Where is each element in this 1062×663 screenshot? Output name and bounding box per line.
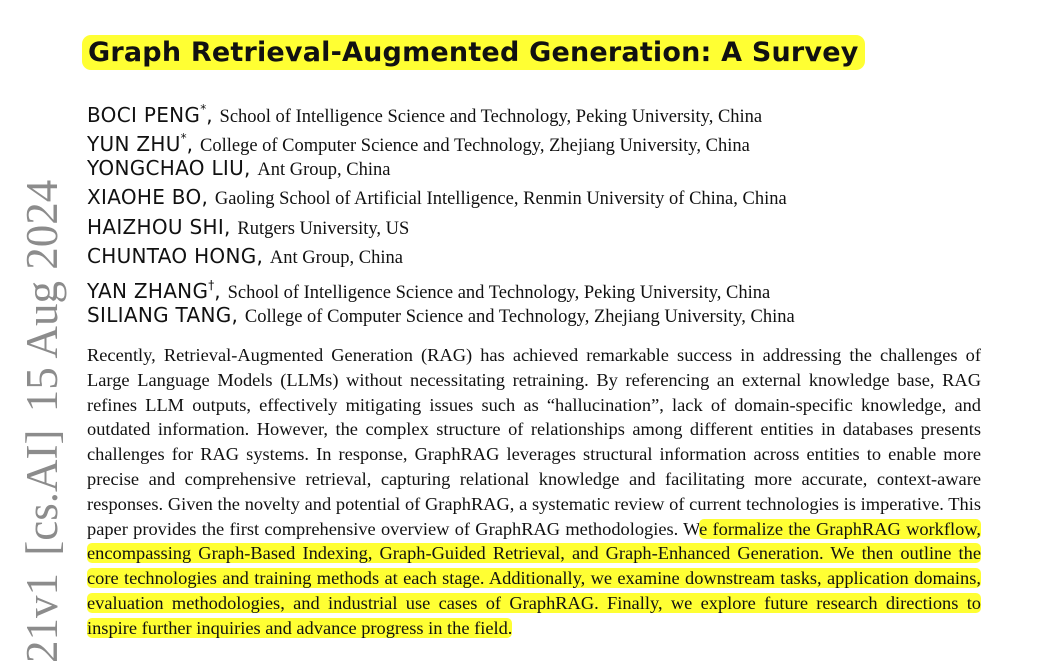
author-separator: , [186, 132, 200, 157]
abstract-text: Recently, Retrieval-Augmented Generation (RAG) has achieved remarkable success in addressing the challenges of Large Language Models (LLMs) without necessitating retraining. By referencing an external knowledge base, RAG refines LLM outputs, effectively mitigating issues such as “hallucination”, lack of domain-specific knowledge, and outdated information. However, the complex structure of relationships among different entities in databases presents challenges for RAG systems. In response, GraphRAG leverages structural information across entities to enable more precise and comprehensive retrieval, capturing relational knowledge and facilitating more accurate, context-aware responses. Given the novelty and potential of GraphRAG, a systematic review of current technologies is imperative. This paper provides the first comprehensive overview of GraphRAG methodologies. W [87, 345, 981, 539]
author-separator: , [224, 214, 238, 239]
abstract-highlighted-text: e formalize the GraphRAG workflow, encompassing Graph-Based Indexing, Graph-Guided Retrieval, and Graph-Enhanced Generation. We then outline the core technologies and training methods at each stage. Additionally, we examine downstream tasks, application domains, evaluation methodologies, and industrial use cases of GraphRAG. Finally, we explore future research directions to inspire further inquiries and advance progress in the field. [87, 518, 981, 638]
author-affiliation: Ant Group, China [257, 159, 391, 180]
arxiv-category: [cs.AI] [17, 429, 67, 556]
author-name: YAN ZHANG [87, 279, 209, 304]
author-separator: , [201, 185, 215, 210]
author-list [87, 95, 987, 330]
author-affiliation: College of Computer Science and Technology, Zhejiang University, China [244, 306, 795, 327]
author-name: XIAOHE BO [87, 185, 202, 210]
arxiv-id: 21v1 [17, 573, 67, 663]
arxiv-stamp [17, 179, 67, 663]
author-footnote-mark: † [208, 278, 215, 293]
arxiv-date: 15 Aug 2024 [17, 179, 67, 413]
author-row [87, 301, 987, 330]
author-row [87, 124, 987, 157]
author-name: BOCI PENG [87, 103, 201, 127]
author-affiliation: Gaoling School of Artificial Intelligence, Renmin University of China, China [214, 189, 787, 210]
author-separator: , [231, 302, 245, 327]
author-row [87, 242, 987, 271]
author-footnote-mark: * [200, 102, 207, 116]
author-row [87, 271, 987, 304]
author-row [87, 213, 987, 242]
paper-title: Graph Retrieval-Augmented Generation: A Survey [82, 35, 865, 70]
author-name: HAIZHOU SHI [87, 214, 225, 239]
author-name: YONGCHAO LIU [87, 155, 245, 180]
author-separator: , [256, 243, 270, 268]
author-name: CHUNTAO HONG [87, 243, 257, 268]
author-affiliation: School of Intelligence Science and Technology, Peking University, China [219, 107, 763, 127]
author-affiliation: Ant Group, China [269, 247, 403, 268]
author-name: YUN ZHU [87, 132, 181, 157]
author-separator: , [206, 103, 220, 127]
author-name: SILIANG TANG [87, 302, 232, 327]
author-row [87, 95, 987, 127]
author-separator: , [244, 155, 258, 180]
author-row [87, 154, 987, 183]
author-affiliation: School of Intelligence Science and Technology, Peking University, China [227, 283, 771, 304]
author-footnote-mark: * [180, 131, 187, 146]
author-affiliation: College of Computer Science and Technology, Zhejiang University, China [199, 136, 750, 157]
author-affiliation: Rutgers University, US [237, 218, 410, 239]
author-row [87, 183, 987, 212]
author-separator: , [214, 279, 228, 304]
abstract [87, 343, 981, 641]
